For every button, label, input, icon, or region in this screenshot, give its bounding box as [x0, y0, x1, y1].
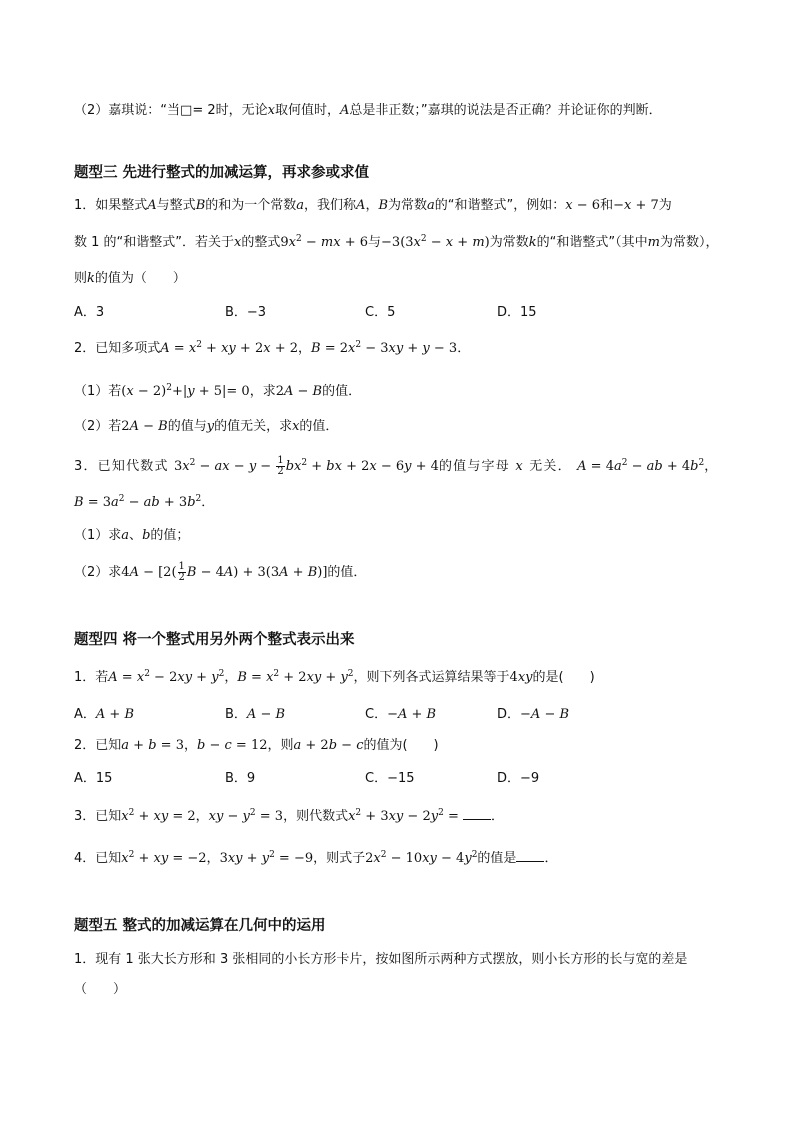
s3-q1-line1: 1．如果整式A与整式B的和为一个常数a，我们称A，B为常数a的“和谐整式”，例如：x − 6和−x + 7为	[74, 198, 672, 213]
s3-q3-line1: 3．已知代数式 $3x^2$ − ax − y − $\frac{1}{2}$ $bx^2$ + bx + 2x − 6y + 4的值与字母 x 无关． $A = 4a^2$ − ab + $4b^2$，	[74, 455, 719, 477]
s3-q3-part2: （2）求4A − [2( $\frac{1}{2}$ B − 4A) + 3(3A + B)]的值．	[74, 561, 367, 583]
s4-q4: 4．已知$x^2$ + xy = −2，$3xy + y^2 = -9$，则式子$2x^2 - 10xy - 4y^2$的值是 ．	[74, 850, 558, 866]
text: 总是非正数；”嘉琪的说法是否正确？并论证你的判断．	[349, 103, 662, 118]
option-a: A．A + B	[74, 707, 135, 722]
question-part-2	[74, 102, 662, 120]
s3-q2-part2: （2）若2A − B的值与y的值无关，求x的值．	[74, 419, 339, 434]
option-a: A．3	[74, 305, 105, 320]
s3-q3-part1: （1）求a、b的值；	[74, 528, 190, 543]
section-4-title: 题型四 将一个整式用另外两个整式表示出来	[74, 632, 355, 648]
s5-q1-line2: （ ）	[74, 982, 127, 997]
s3-q1-line2: 数 1 的“和谐整式”．若关于x的整式$9x^2$ − mx + 6与$-3(3x^2 - x + m)$为常数k的“和谐整式”（其中m为常数），	[74, 234, 719, 250]
s3-q3-line2: $B = 3a^2$ − ab + $3b^2$．	[74, 494, 215, 510]
text: = 2时，无论	[192, 103, 268, 118]
s3-q2-stem: 2．已知多项式$A = x^2$ + xy + 2x + 2，$B = 2x^2 - 3xy + y - 3$．	[74, 340, 471, 356]
answer-blank[interactable]	[463, 807, 491, 820]
text: （2）嘉琪说：“当	[74, 103, 181, 118]
option-d: D．15	[497, 305, 537, 320]
variable: A	[339, 103, 350, 118]
text: 取何值时，	[274, 103, 340, 118]
section-3-title: 题型三 先进行整式的加减运算，再求参或求值	[74, 165, 370, 181]
s4-q3: 3．已知$x^2$ + xy = 2，xy − $y^2 = 3$，则代数式$x^2 + 3xy - 2y^2$ = ．	[74, 808, 504, 824]
answer-blank[interactable]	[516, 849, 544, 862]
option-c: C．−A + B	[365, 707, 437, 722]
option-c: C．−15	[365, 771, 415, 786]
s5-q1-line1: 1．现有 1 张大长方形和 3 张相同的小长方形卡片，按如图所示两种方式摆放，则小长方形的长与宽的差是	[74, 952, 688, 967]
s3-q2-part1: （1）若$(x - 2)^2+|y + 5|= 0$，求2A − B的值．	[74, 383, 362, 399]
s3-q1-line3: 则k的值为（ ）	[74, 271, 186, 286]
option-a: A．15	[74, 771, 113, 786]
option-d: D．−9	[497, 771, 540, 786]
option-d: D．−A − B	[497, 707, 570, 722]
placeholder-box-icon: □	[180, 103, 193, 118]
s4-q1-stem: 1．若$A = x^2 - 2xy + y^2$，$B = x^2 + 2xy + y^2$，则下列各式运算结果等于4xy的是( )	[74, 669, 595, 685]
option-c: C．5	[365, 305, 396, 320]
variable: x	[267, 103, 275, 118]
s4-q2-stem: 2．已知a + b = 3，b − c = 12，则a + 2b − c的值为( )	[74, 738, 439, 753]
option-b: B．−3	[225, 305, 267, 320]
section-5-title: 题型五 整式的加减运算在几何中的运用	[74, 918, 326, 934]
option-b: B．9	[225, 771, 256, 786]
option-b: B．A − B	[225, 707, 286, 722]
